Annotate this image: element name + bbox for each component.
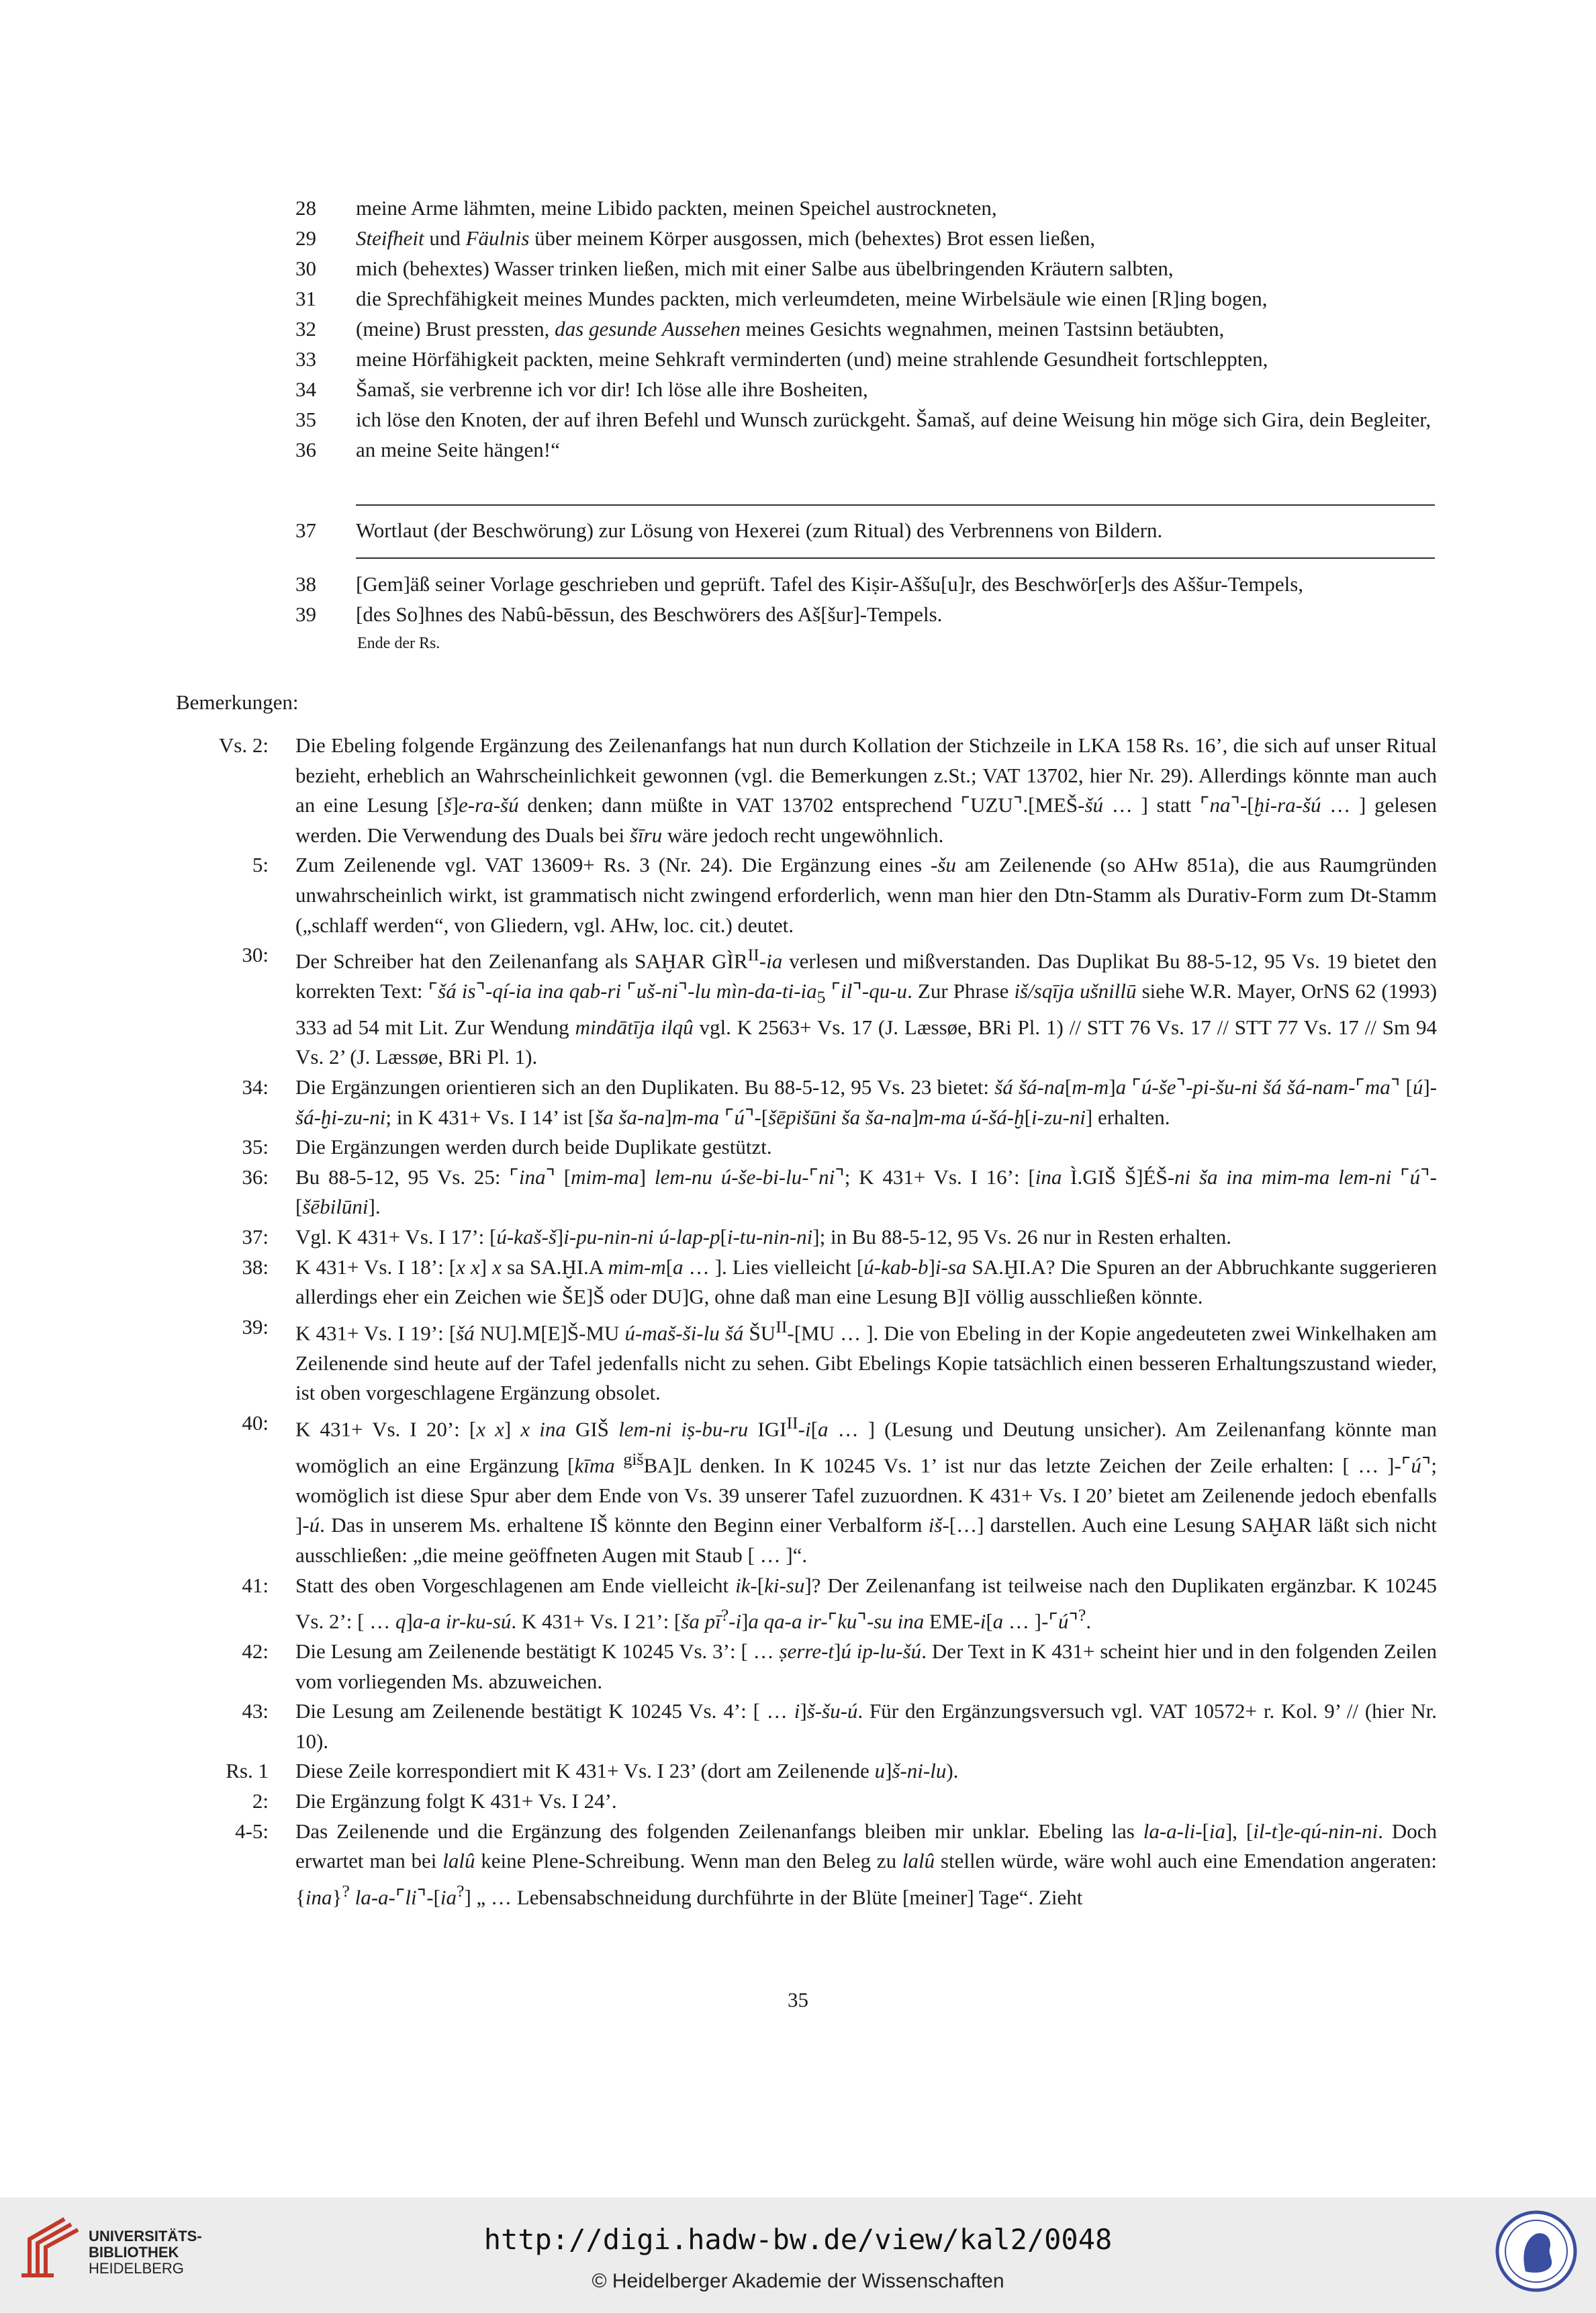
remark-key: 5: xyxy=(252,853,269,877)
remark-item xyxy=(168,940,1437,1073)
remark-text: K 431+ Vs. I 20’: [x x] x ina GIŠ lem-ni iṣ-bu-ru $IGI^{II}-i[a$ … ] (Lesung und Deutung unsicher). Am Zeilenanfang könnte man womöglich an eine Ergänzung [kīma $^{giš}$BA]L denken. In K 10245 Vs. 1’ ist nur das letzte Zeichen der Zeile erhalten: [ … ]-⌜ú⌝; womöglich ist diese Spur aber dem Ende von Vs. 39 unserer Tafel zuzuordnen. K 431+ Vs. I 20’ bietet am Zeilenende jedoch ebenfalls ]-ú. Das in unserem Ms. erhaltene IŠ könnte den Beginn einer Verbalform iš-[…] darstellen. Auch eine Lesung SAḪAR läßt sich nicht ausschließen: „die meine geöffneten Augen mit Staub [ … ]“. xyxy=(295,1412,1438,1567)
line-number: 31 xyxy=(295,287,316,310)
text-line xyxy=(295,223,1437,253)
remark-text: K 431+ Vs. I 19’: [šá NU].M[E]Š-MU ú-maš-ši-lu šá $ŠU^{II}-[MU$ … ]. Die von Ebeling in der Kopie angedeuteten zwei Winkelhaken am Zeilenende sind heute auf der Tafel jedenfalls nicht zu sehen. Gibt Ebelings Kopie tatsächlich einen besseren Erhaltungszustand wieder, ist oben vorgeschlagene Ergänzung obsolet. xyxy=(295,1316,1437,1405)
page-url-link[interactable]: http://digi.hadw-bw.de/view/kal2/0048 xyxy=(483,2223,1113,2256)
line-text: Steifheit und Fäulnis über meinem Körper ausgossen, mich (behextes) Brot essen ließen, xyxy=(356,226,1096,250)
remark-text: Das Zeilenende und die Ergänzung des folgenden Zeilenanfangs bleiben mir unklar. Ebeling las la-a-li-[ia], [il-t]e-qú-nin-ni. Doch erwartet man bei lalû keine Plene-Schreibung. Wenn man den Beleg zu lalû stellen würde, wäre wohl auch eine Emendation angeraten: {ina}? la-a-⌜li⌝-[ia?] „ … Lebensabschneidung durchführte in der Blüte [meiner] Tage“. Zieht xyxy=(295,1819,1438,1909)
remark-text: Die Lesung am Zeilenende bestätigt K 10245 Vs. 4’: [ … i]š-šu-ú. Für den Ergänzungsversuch vgl. VAT 10572+ r. Kol. 9’ // (hier Nr. 10). xyxy=(295,1699,1437,1753)
remark-item xyxy=(168,1817,1437,1913)
remark-key: Rs. 1 xyxy=(226,1759,269,1783)
remark-key: 2: xyxy=(252,1789,269,1813)
line-text: mich (behextes) Wasser trinken ließen, mich mit einer Salbe aus übelbringenden Kräutern salbten, xyxy=(356,257,1174,280)
remark-item xyxy=(168,1073,1437,1132)
rubric-block xyxy=(295,515,1437,545)
text-line xyxy=(295,569,1437,599)
divider-line xyxy=(356,504,1435,506)
remark-key: 34: xyxy=(242,1075,269,1099)
remark-key: 35: xyxy=(242,1135,269,1159)
remark-key: 30: xyxy=(242,943,269,967)
remark-text: Die Ebeling folgende Ergänzung des Zeilenanfangs hat nun durch Kollation der Stichzeile in LKA 158 Rs. 16’, die sich auf unser Ritual bezieht, erheblich an Wahrscheinlichkeit gewonnen (vgl. die Bemerkungen z.St.; VAT 13702, hier Nr. 29). Allerdings könnte man auch an eine Lesung [š]e-ra-šú denken; dann müßte in VAT 13702 entsprechend ⌜UZU⌝.[MEŠ-šú … ] statt ⌜na⌝-[ḫi-ra-šú … ] gelesen werden. Die Verwendung des Duals bei šīru wäre jedoch recht ungewöhnlich. xyxy=(295,733,1437,847)
remarks-list xyxy=(168,731,1437,1913)
remark-item xyxy=(168,1637,1437,1696)
remark-key: 39: xyxy=(242,1314,269,1339)
text-line xyxy=(295,253,1437,283)
remark-key: 37: xyxy=(242,1225,269,1249)
remark-item xyxy=(168,1786,1437,1817)
text-line xyxy=(295,435,1437,465)
remark-item xyxy=(168,1163,1437,1222)
remark-text: Bu 88-5-12, 95 Vs. 25: ⌜ina⌝ [mim-ma] lem-nu ú-še-bi-lu-⌜ni⌝; K 431+ Vs. I 16’: [ina Ì.GIŠ Š]ÉŠ-ni ša ina mim-ma lem-ni ⌜ú⌝-[šēbilūni]. xyxy=(295,1165,1437,1219)
remark-text: Der Schreiber hat den Zeilenanfang als SAḪAR $GÌR^{II}-ia$ verlesen und mißverstanden. Das Duplikat Bu 88-5-12, 95 Vs. 19 bietet den korrekten Text: ⌜šá is⌝-qí-ia ina qab-ri ⌜uš-ni⌝-lu mìn-$da-ti-ia_5$ ⌜il⌝-qu-u. Zur Phrase iš/sqīja ušnillū siehe W.R. Mayer, OrNS 62 (1993) 333 ad 54 mit Lit. Zur Wendung mindātīja ilqû vgl. K 2563+ Vs. 17 (J. Læssøe, BRi Pl. 1) // STT 76 Vs. 17 // STT 77 Vs. 17 // Sm 94 Vs. 2’ (J. Læssøe, BRi Pl. 1). xyxy=(295,945,1438,1069)
line-number: 29 xyxy=(295,226,316,250)
remark-text: Zum Zeilenende vgl. VAT 13609+ Rs. 3 (Nr. 24). Die Ergänzung eines -šu am Zeilenende (so AHw 851a), die aus Raumgründen unwahrscheinlich wirkt, ist grammatisch nicht zwingend erforderlich, wenn man hier den Dtn-Stamm als Durativ-Form zum Dt-Stamm („schlaff werden“, von Gliedern, vgl. AHw, loc. cit.) deutet. xyxy=(295,853,1437,937)
remark-key: 4-5: xyxy=(235,1819,269,1843)
remark-item xyxy=(168,1132,1437,1163)
remark-item xyxy=(168,1253,1437,1312)
remark-key: 42: xyxy=(242,1639,269,1664)
remark-key: 41: xyxy=(242,1573,269,1597)
text-line xyxy=(295,314,1437,344)
line-number: 32 xyxy=(295,317,316,341)
line-number: 37 xyxy=(295,518,316,542)
remark-item xyxy=(168,731,1437,850)
line-number: 30 xyxy=(295,257,316,280)
remark-item xyxy=(168,1756,1437,1786)
text-line xyxy=(295,404,1437,435)
remark-text: Diese Zeile korrespondiert mit K 431+ Vs. I 23’ (dort am Zeilenende u]š-ni-lu). xyxy=(295,1759,959,1783)
library-name: UNIVERSITÄTS- BIBLIOTHEK HEIDELBERG xyxy=(89,2228,202,2277)
line-number: 35 xyxy=(295,408,316,431)
line-text: ich löse den Knoten, der auf ihren Befehl und Wunsch zurückgeht. Šamaš, auf deine Weisung hin möge sich Gira, dein Begleiter, xyxy=(356,408,1431,431)
remark-text: Die Ergänzung folgt K 431+ Vs. I 24’. xyxy=(295,1789,617,1813)
line-text: [des So]hnes des Nabû-bēssun, des Beschwörers des Aš[šur]-Tempels. xyxy=(356,602,943,626)
academy-seal-icon xyxy=(1495,2210,1578,2293)
copyright-text: © Heidelberger Akademie der Wissenschaften xyxy=(592,2270,1004,2292)
text-line xyxy=(295,599,1437,629)
line-number: 33 xyxy=(295,347,316,371)
text-line xyxy=(295,283,1437,314)
remark-text: Die Ergänzungen werden durch beide Duplikate gestützt. xyxy=(295,1135,772,1159)
remark-key: Vs. 2: xyxy=(218,733,269,757)
remark-item xyxy=(168,1222,1437,1253)
line-number: 38 xyxy=(295,572,316,596)
line-text: Šamaš, sie verbrenne ich vor dir! Ich löse alle ihre Bosheiten, xyxy=(356,377,868,401)
line-text: an meine Seite hängen!“ xyxy=(356,438,560,461)
remark-key: 38: xyxy=(242,1255,269,1279)
remark-text: K 431+ Vs. I 18’: [x x] x sa SA.ḪI.A mim-m[a … ]. Lies vielleicht [ú-kab-b]i-sa SA.ḪI.A? Die Spuren an der Abbruchkante suggerieren allerdings eher ein Zeichen wie ŠE]Š oder DU]G, ohne daß man eine Lesung B]I völlig ausschließen könnte. xyxy=(295,1255,1438,1309)
line-text: [Gem]äß seiner Vorlage geschrieben und geprüft. Tafel des Kiṣir-Aššu[u]r, des Beschwör[er]s des Aššur-Tempels, xyxy=(356,572,1304,596)
line-number: 39 xyxy=(295,602,316,626)
remark-item xyxy=(168,1408,1437,1571)
remark-text: Statt des oben Vorgeschlagenen am Ende vielleicht ik-[ki-su]? Der Zeilenanfang ist teilweise nach den Duplikaten ergänzbar. K 10245 Vs. 2’: [ … q]a-a ir-ku-sú. K 431+ Vs. I 21’: [ša pī?-i]a qa-a ir-⌜ku⌝-su ina EME-i[a … ]-⌜ú⌝?. xyxy=(295,1573,1437,1633)
text-line xyxy=(295,193,1437,223)
remark-item xyxy=(168,1696,1437,1756)
remark-text: Die Ergänzungen orientieren sich an den Duplikaten. Bu 88-5-12, 95 Vs. 23 bietet: šá šá-na[m-m]a ⌜ú-še⌝-pi-šu-ni šá šá-nam-⌜ma⌝ [ú]-šá-ḫi-zu-ni; in K 431+ Vs. I 14’ ist [ša ša-na]m-ma ⌜ú⌝-[šēpišūni ša ša-na]m-ma ú-šá-ḫ[i-zu-ni] erhalten. xyxy=(295,1075,1438,1129)
line-number: 34 xyxy=(295,377,316,401)
remark-item xyxy=(168,1571,1437,1637)
text-line xyxy=(295,344,1437,374)
remark-key: 43: xyxy=(242,1699,269,1723)
line-text: (meine) Brust pressten, das gesunde Aussehen meines Gesichts wegnahmen, meinen Tastsinn betäubten, xyxy=(356,317,1225,341)
remark-item xyxy=(168,850,1437,940)
line-number: 28 xyxy=(295,196,316,220)
end-note: Ende der Rs. xyxy=(357,635,440,652)
colophon-block xyxy=(295,569,1437,629)
remarks-heading: Bemerkungen: xyxy=(176,690,299,714)
line-text: meine Arme lähmten, meine Libido packten, meinen Speichel austrockneten, xyxy=(356,196,997,220)
rubric-text: Wortlaut (der Beschwörung) zur Lösung von Hexerei (zum Ritual) des Verbrennens von Bildern. xyxy=(356,518,1163,542)
remark-text: Vgl. K 431+ Vs. I 17’: [ú-kaš-š]i-pu-nin-ni ú-lap-p[i-tu-nin-ni]; in Bu 88-5-12, 95 Vs. 26 nur in Resten erhalten. xyxy=(295,1225,1231,1249)
line-text: meine Hörfähigkeit packten, meine Sehkraft verminderten (und) meine strahlende Gesundheit fortschleppten, xyxy=(356,347,1268,371)
remark-item xyxy=(168,1312,1437,1408)
line-text: die Sprechfähigkeit meines Mundes packten, mich verleumdeten, meine Wirbelsäule wie einen [R]ing bogen, xyxy=(356,287,1268,310)
remark-key: 36: xyxy=(242,1165,269,1189)
translation-block xyxy=(295,193,1437,465)
divider-line xyxy=(356,557,1435,559)
page-number: 35 xyxy=(788,1988,808,2011)
remark-key: 40: xyxy=(242,1410,269,1435)
text-line xyxy=(295,374,1437,404)
remark-text: Die Lesung am Zeilenende bestätigt K 10245 Vs. 3’: [ … ṣerre-t]ú ip-lu-šú. Der Text in K 431+ scheint hier und in den folgenden Zeilen vom vorliegenden Ms. abzuweichen. xyxy=(295,1639,1437,1693)
line-number: 36 xyxy=(295,438,316,461)
